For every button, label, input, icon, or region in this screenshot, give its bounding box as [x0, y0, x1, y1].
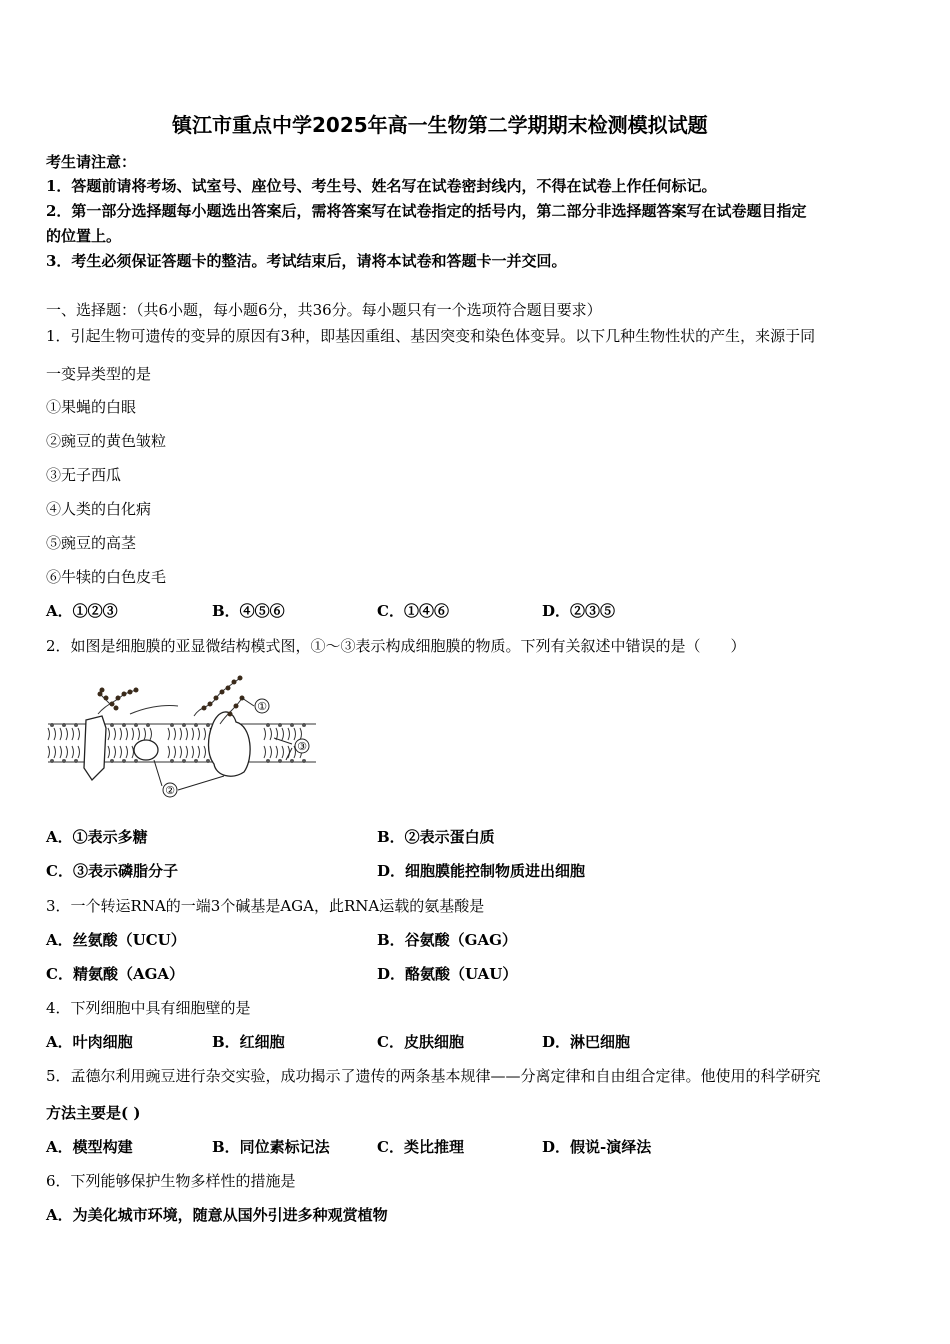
q5-option-d: D．假说-演绎法 [542, 1138, 652, 1156]
q2-option-a: A．①表示多糖 [46, 828, 148, 846]
q1-option-d: D．②③⑤ [542, 602, 616, 620]
q1-option-a: A．①②③ [46, 602, 118, 620]
q1-item: ②豌豆的黄色皱粒 [46, 432, 167, 450]
q4-option-a: A．叶肉细胞 [46, 1033, 133, 1051]
q1-item: ⑥牛犊的白色皮毛 [46, 568, 167, 586]
q3-option-d: D．酪氨酸（UAU） [377, 965, 518, 983]
q5-stem-cont: 方法主要是( ) [46, 1104, 141, 1122]
q5-option-c: C．类比推理 [377, 1138, 464, 1156]
q1-item: ④人类的白化病 [46, 500, 152, 518]
page-title: 镇江市重点中学2025年高一生物第二学期期末检测模拟试题 [172, 113, 708, 137]
q3-option-c: C．精氨酸（AGA） [46, 965, 185, 983]
q1-option-b: B．④⑤⑥ [212, 602, 285, 620]
q1-option-c: C．①④⑥ [377, 602, 449, 620]
q2-option-d: D．细胞膜能控制物质进出细胞 [377, 862, 586, 880]
q2-option-b: B．②表示蛋白质 [377, 828, 495, 846]
q3-stem: 3．一个转运RNA的一端3个碱基是AGA，此RNA运载的氨基酸是 [46, 897, 485, 915]
q5-option-b: B．同位素标记法 [212, 1138, 330, 1156]
notice-heading: 考生请注意： [46, 153, 137, 171]
q6-stem: 6．下列能够保护生物多样性的措施是 [46, 1172, 296, 1190]
figure-label-1: ① [257, 700, 267, 713]
cell-membrane-figure [44, 668, 324, 808]
section-heading: 一、选择题：（共6小题，每小题6分，共36分。每小题只有一个选项符合题目要求） [46, 301, 602, 319]
q5-option-a: A．模型构建 [46, 1138, 133, 1156]
q1-stem: 1．引起生物可遗传的变异的原因有3种，即基因重组、基因突变和染色体变异。以下几种生物性状的产生，来源于同 [46, 327, 816, 345]
notice-item-1: 1．答题前请将考场、试室号、座位号、考生号、姓名写在试卷密封线内，不得在试卷上作任何标记。 [46, 177, 717, 195]
membrane-proteins [84, 712, 250, 780]
q4-option-b: B．红细胞 [212, 1033, 285, 1051]
q2-stem: 2．如图是细胞膜的亚显微结构模式图，①～③表示构成细胞膜的物质。下列有关叙述中错误的是（ ） [46, 637, 746, 655]
q3-option-a: A．丝氨酸（UCU） [46, 931, 186, 949]
notice-item-2-cont: 的位置上。 [46, 227, 122, 245]
sugar-beads [98, 676, 245, 717]
notice-item-2: 2．第一部分选择题每小题选出答案后，需将答案写在试卷指定的括号内，第二部分非选择题答案写在试卷题目指定 [46, 202, 807, 220]
q4-option-d: D．淋巴细胞 [542, 1033, 631, 1051]
figure-label-2: ② [165, 784, 175, 797]
q2-option-c: C．③表示磷脂分子 [46, 862, 178, 880]
q4-stem: 4．下列细胞中具有细胞壁的是 [46, 999, 251, 1017]
figure-label-3: ③ [297, 740, 307, 753]
q3-option-b: B．谷氨酸（GAG） [377, 931, 517, 949]
q1-stem-cont: 一变异类型的是 [46, 365, 152, 383]
q1-item: ⑤豌豆的高茎 [46, 534, 137, 552]
q5-stem: 5．孟德尔利用豌豆进行杂交实验，成功揭示了遗传的两条基本规律——分离定律和自由组合定律。他使用的科学研究 [46, 1067, 821, 1085]
notice-item-3: 3．考生必须保证答题卡的整洁。考试结束后，请将本试卷和答题卡一并交回。 [46, 252, 567, 270]
q1-item: ①果蝇的白眼 [46, 398, 137, 416]
q1-item: ③无子西瓜 [46, 466, 122, 484]
q4-option-c: C．皮肤细胞 [377, 1033, 464, 1051]
q6-option-a: A．为美化城市环境，随意从国外引进多种观赏植物 [46, 1206, 388, 1224]
